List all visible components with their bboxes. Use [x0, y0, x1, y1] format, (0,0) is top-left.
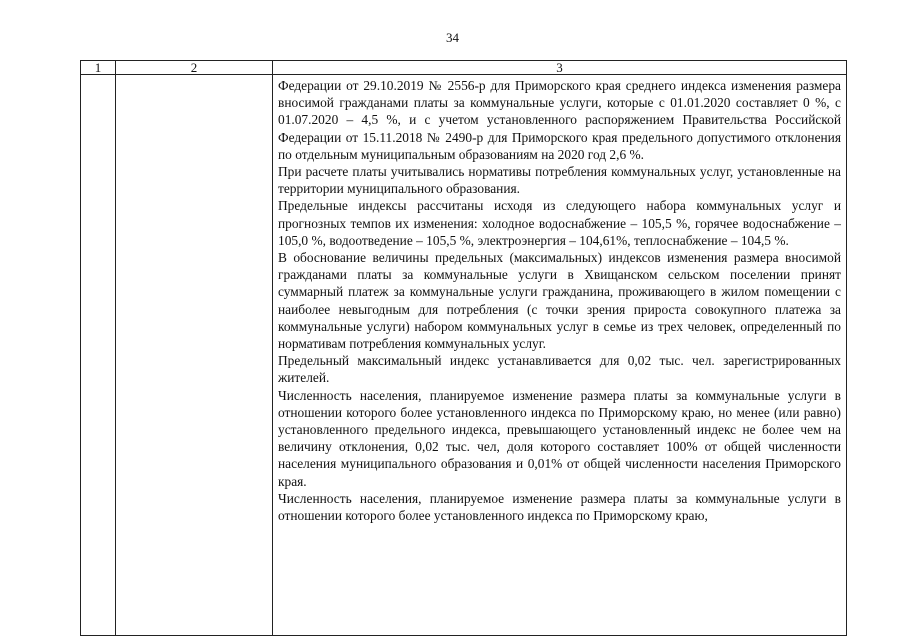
paragraph-population-continued: Численность населения, планируемое изменение размера платы за коммунальные услуги в отношении которого более установленного индекса по Приморскому краю, [278, 490, 841, 524]
column-header-3: 3 [273, 61, 847, 75]
paragraph-max-index: Предельный максимальный индекс устанавливается для 0,02 тыс. чел. зарегистрированных жителей. [278, 353, 841, 386]
cell-text-block [273, 75, 846, 524]
paragraph-justification: В обоснование величины предельных (максимальных) индексов изменения размера вносимой гражданами платы за коммунальные услуги в Хвищанском сельском поселении принят суммарный платеж за коммунальные услуги гражданина, проживающего в жилом помещении с наиболее невыгодным для потребления (с точки зрения прироста совокупного платежа за коммунальные услуги) набором коммунальных услуг в семье из трех человек, определенный по нормативам потребления коммунальных услуг. [278, 250, 841, 352]
document-table [80, 60, 847, 636]
table-header-row [81, 61, 847, 75]
table-cell-column-1 [81, 75, 116, 636]
column-header-1: 1 [81, 61, 116, 75]
paragraph-federal-index: Федерации от 29.10.2019 № 2556-р для Приморского края среднего индекса изменения размера вносимой гражданами платы за коммунальные услуги, которые с 01.01.2020 составляет 0 %, с 01.07.2020 – 4,5 %, и с учетом установленного распоряжением Правительства Российской Федерации от 15.11.2018 № 2490-р для Приморского края предельного допустимого отклонения по отдельным муниципальным образованиям на 2020 год 2,6 %. [278, 78, 841, 162]
paragraph-population-share: Численность населения, планируемое изменение размера платы за коммунальные услуги в отношении которого более установленного индекса по Приморскому краю, но менее (или равно) установленного предельного индекса, превышающего установленный индекс не более чем на величину отклонения, 0,02 тыс. чел, доля которого составляет 100% от общей численности населения муниципального образования и 0,01% от общей численности населения Приморского края. [278, 387, 841, 489]
page-number: 34 [446, 30, 459, 45]
table-cell-column-2 [116, 75, 273, 636]
table-cell-column-3 [273, 75, 847, 636]
table-row [81, 75, 847, 636]
paragraph-consumption-norms: При расчете платы учитывались нормативы потребления коммунальных услуг, установленные на территории муниципального образования. [278, 164, 841, 197]
column-header-2: 2 [116, 61, 273, 75]
paragraph-service-indices: Предельные индексы рассчитаны исходя из следующего набора коммунальных услуг и прогнозных темпов их изменения: холодное водоснабжение – 105,5 %, горячее водоснабжение – 105,0 %, водоотведение – 105,5 %, электроэнергия – 104,61%, теплоснабжение – 104,5 %. [278, 198, 841, 248]
